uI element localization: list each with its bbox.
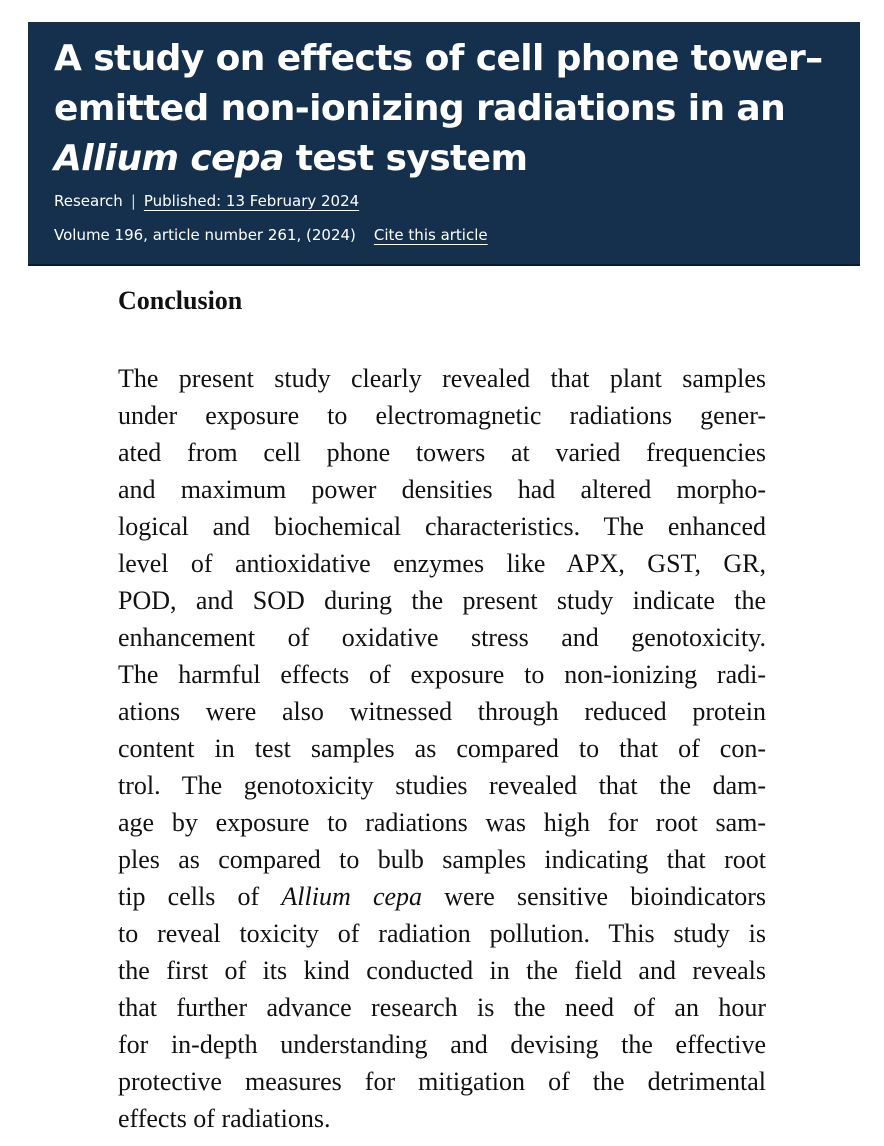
line-text: were sensitive bioindicators	[422, 882, 766, 911]
article-title-text: A study on effects of cell phone tower–emitted non-ionizing radiations in an	[54, 38, 823, 129]
volume-info: Volume 196, article number 261, (2024)	[54, 226, 356, 244]
section-heading: Conclusion	[118, 286, 243, 315]
paragraph-line: under exposure to electromagnetic radiations gener-	[118, 401, 766, 430]
paragraph-line: The harmful effects of exposure to non-ionizing radi-	[118, 660, 766, 689]
paragraph-line: effects of radiations.	[118, 1104, 331, 1133]
article-type: Research	[54, 192, 123, 210]
paragraph-line: POD, and SOD during the present study indicate the	[118, 586, 766, 615]
paragraph-line: and maximum power densities had altered morpho-	[118, 475, 766, 504]
paragraph-line: ples as compared to bulb samples indicating that root	[118, 845, 766, 874]
paragraph-line: ations were also witnessed through reduced protein	[118, 697, 766, 726]
article-title	[54, 34, 854, 184]
paragraph-line: protective measures for mitigation of the detrimental	[118, 1067, 766, 1096]
article-title-text-end: test system	[283, 138, 528, 179]
article-header-banner	[28, 22, 860, 266]
paragraph-line: logical and biochemical characteristics. The enhanced	[118, 512, 766, 541]
paragraph-line: to reveal toxicity of radiation pollution. This study is	[118, 919, 766, 948]
paragraph-line: content in test samples as compared to that of con-	[118, 734, 766, 763]
paragraph-line: age by exposure to radiations was high for root sam-	[118, 808, 766, 837]
line-text: tip cells of	[118, 882, 282, 911]
conclusion-paragraph	[118, 360, 766, 1137]
paragraph-line: enhancement of oxidative stress and genotoxicity.	[118, 623, 766, 652]
article-meta-row	[54, 192, 359, 210]
paragraph-line: level of antioxidative enzymes like APX, GST, GR,	[118, 549, 766, 578]
article-title-species: Allium cepa	[54, 138, 284, 179]
article-volume-row	[54, 226, 488, 244]
paragraph-line	[118, 878, 766, 915]
cite-article-link[interactable]: Cite this article	[373, 226, 488, 244]
meta-separator: |	[130, 192, 136, 210]
paragraph-line: The present study clearly revealed that plant samples	[118, 364, 766, 393]
published-date-link[interactable]: Published: 13 February 2024	[143, 192, 360, 210]
paragraph-line: the first of its kind conducted in the field and reveals	[118, 956, 766, 985]
paragraph-line: that further advance research is the need of an hour	[118, 993, 766, 1022]
species-name: Allium cepa	[281, 882, 423, 911]
paragraph-line: trol. The genotoxicity studies revealed that the dam-	[118, 771, 766, 800]
paragraph-line: for in-depth understanding and devising the effective	[118, 1030, 766, 1059]
paragraph-line: ated from cell phone towers at varied frequencies	[118, 438, 766, 467]
